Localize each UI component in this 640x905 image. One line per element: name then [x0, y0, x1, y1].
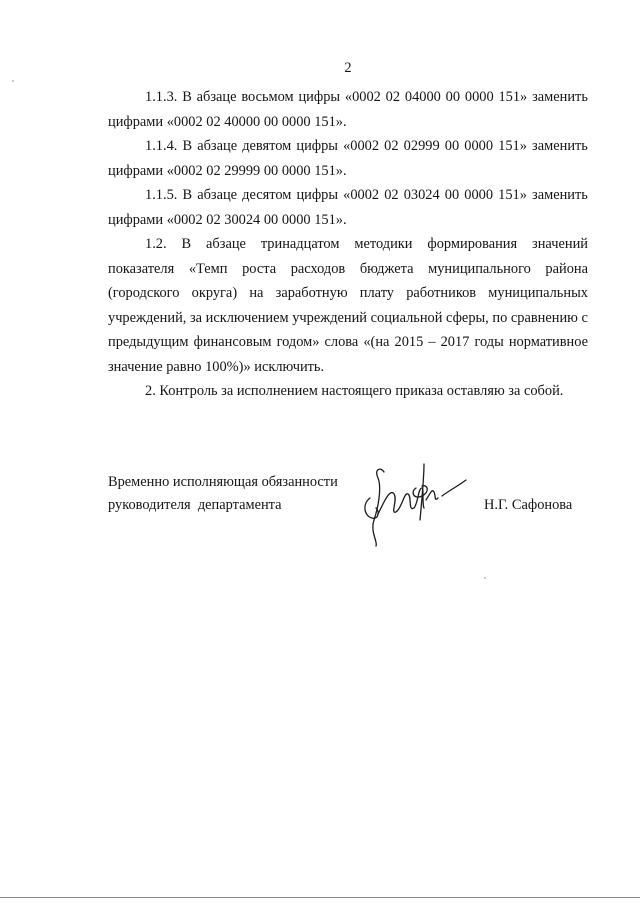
- paragraph-line: [108, 257, 588, 282]
- paragraph-line: [108, 134, 588, 159]
- scan-speck: [12, 80, 14, 82]
- word: финансовым: [193, 334, 272, 350]
- word: абзаце: [196, 89, 237, 105]
- paragraph-line: цифрами «0002 02 40000 00 0000 151».: [108, 113, 347, 130]
- word: учреждений: [292, 309, 368, 326]
- word: 2017: [440, 334, 470, 350]
- word: 1.1.3.: [145, 89, 178, 105]
- word: заработную: [275, 285, 348, 301]
- handwritten-signature: [360, 458, 468, 550]
- word: по: [492, 309, 508, 326]
- word: сферы,: [446, 309, 489, 326]
- paragraph-line: [108, 330, 588, 355]
- word: работников: [406, 285, 477, 301]
- word: заменить: [532, 138, 588, 154]
- word: муниципальных: [488, 285, 588, 301]
- word: 1.2.: [145, 236, 167, 252]
- paragraph-1-1-5: [108, 183, 588, 232]
- word: значений: [532, 236, 588, 252]
- word: района: [545, 260, 588, 277]
- paragraph-2: [108, 379, 588, 404]
- document-body: [108, 85, 588, 404]
- word: сравнению: [510, 309, 578, 326]
- word: тринадцатом: [260, 236, 340, 252]
- word: В: [182, 89, 192, 105]
- word: 151»: [498, 187, 527, 203]
- paragraph-line: [108, 85, 588, 110]
- word: 151»: [498, 89, 528, 105]
- word: 0000: [464, 187, 494, 203]
- word: 02999: [403, 138, 440, 154]
- word: абзаце: [206, 236, 246, 252]
- paragraph-1-2: [108, 232, 588, 379]
- word: плату: [359, 285, 394, 301]
- word: с: [581, 309, 588, 326]
- word: В: [182, 187, 193, 203]
- page-number: 2: [344, 60, 352, 76]
- word: бюджета: [359, 260, 414, 277]
- word: показателя: [108, 260, 175, 277]
- word: 02: [384, 187, 399, 203]
- word: 02: [385, 89, 401, 105]
- signer-name: Н.Г. Сафонова: [484, 497, 573, 513]
- paragraph-line: цифрами «0002 02 30024 00 0000 151».: [108, 211, 347, 228]
- word: муниципального: [428, 260, 531, 277]
- paragraph-line: [108, 232, 588, 257]
- word: «0002: [343, 138, 380, 154]
- paragraph-1-1-3: [108, 85, 588, 134]
- word: цифры: [298, 89, 341, 105]
- word: 0000: [464, 138, 494, 154]
- word: расходов: [290, 260, 346, 277]
- word: «(на: [363, 334, 390, 350]
- word: 151»: [498, 138, 527, 154]
- word: 03024: [403, 187, 440, 203]
- paragraph-line: значение равно 100%)» исключить.: [108, 358, 325, 375]
- word: 0000: [464, 89, 494, 105]
- signatory-position-line: руководителя департамента: [108, 497, 282, 513]
- word: 2015: [394, 334, 424, 350]
- paragraph-1-1-4: [108, 134, 588, 183]
- paragraph-line: 2. Контроль за исполнением настоящего приказа оставляю за собой.: [145, 383, 564, 399]
- paragraph-line: цифрами «0002 02 29999 00 0000 151».: [108, 162, 347, 179]
- word: предыдущим: [108, 334, 189, 350]
- word: 1.1.4.: [145, 138, 178, 154]
- word: В: [181, 236, 192, 252]
- word: за: [189, 309, 203, 326]
- word: годы: [474, 334, 504, 350]
- word: нормативное: [508, 334, 588, 350]
- word: округа): [191, 285, 238, 301]
- word: 04000: [404, 89, 441, 105]
- word: социальной: [370, 309, 443, 326]
- paragraph-line: [108, 306, 588, 331]
- word: 00: [444, 138, 460, 154]
- word: восьмом: [241, 89, 294, 105]
- signatory-position: [108, 471, 358, 517]
- word: формирования: [427, 236, 518, 252]
- word: 02: [384, 138, 399, 154]
- word: абзаце: [197, 138, 238, 154]
- word: заменить: [532, 187, 588, 203]
- word: (городского: [108, 285, 180, 301]
- word: годом»: [276, 334, 320, 350]
- word: «0002: [344, 89, 381, 105]
- word: «0002: [343, 187, 380, 203]
- paragraph-line: [108, 183, 588, 208]
- word: методики: [354, 236, 413, 252]
- word: 00: [444, 187, 460, 203]
- word: цифры: [296, 187, 339, 203]
- word: роста: [242, 260, 277, 277]
- signatory-position-line: Временно исполняющая обязанности: [108, 474, 338, 490]
- paragraph-line: [108, 281, 588, 306]
- word: 1.1.5.: [145, 187, 178, 203]
- word: абзаце: [197, 187, 238, 203]
- word: В: [182, 138, 193, 154]
- scan-speck: [484, 577, 486, 579]
- word: слова: [324, 334, 359, 350]
- word: исключением: [205, 309, 289, 326]
- word: на: [249, 285, 264, 301]
- word: девятом: [242, 138, 292, 154]
- word: «Темп: [188, 260, 228, 277]
- word: 00: [445, 89, 461, 105]
- word: заменить: [532, 89, 588, 105]
- word: учреждений,: [108, 309, 187, 326]
- word: десятом: [242, 187, 292, 203]
- word: –: [428, 334, 436, 350]
- scan-edge-line: [0, 897, 640, 898]
- word: цифры: [296, 138, 338, 154]
